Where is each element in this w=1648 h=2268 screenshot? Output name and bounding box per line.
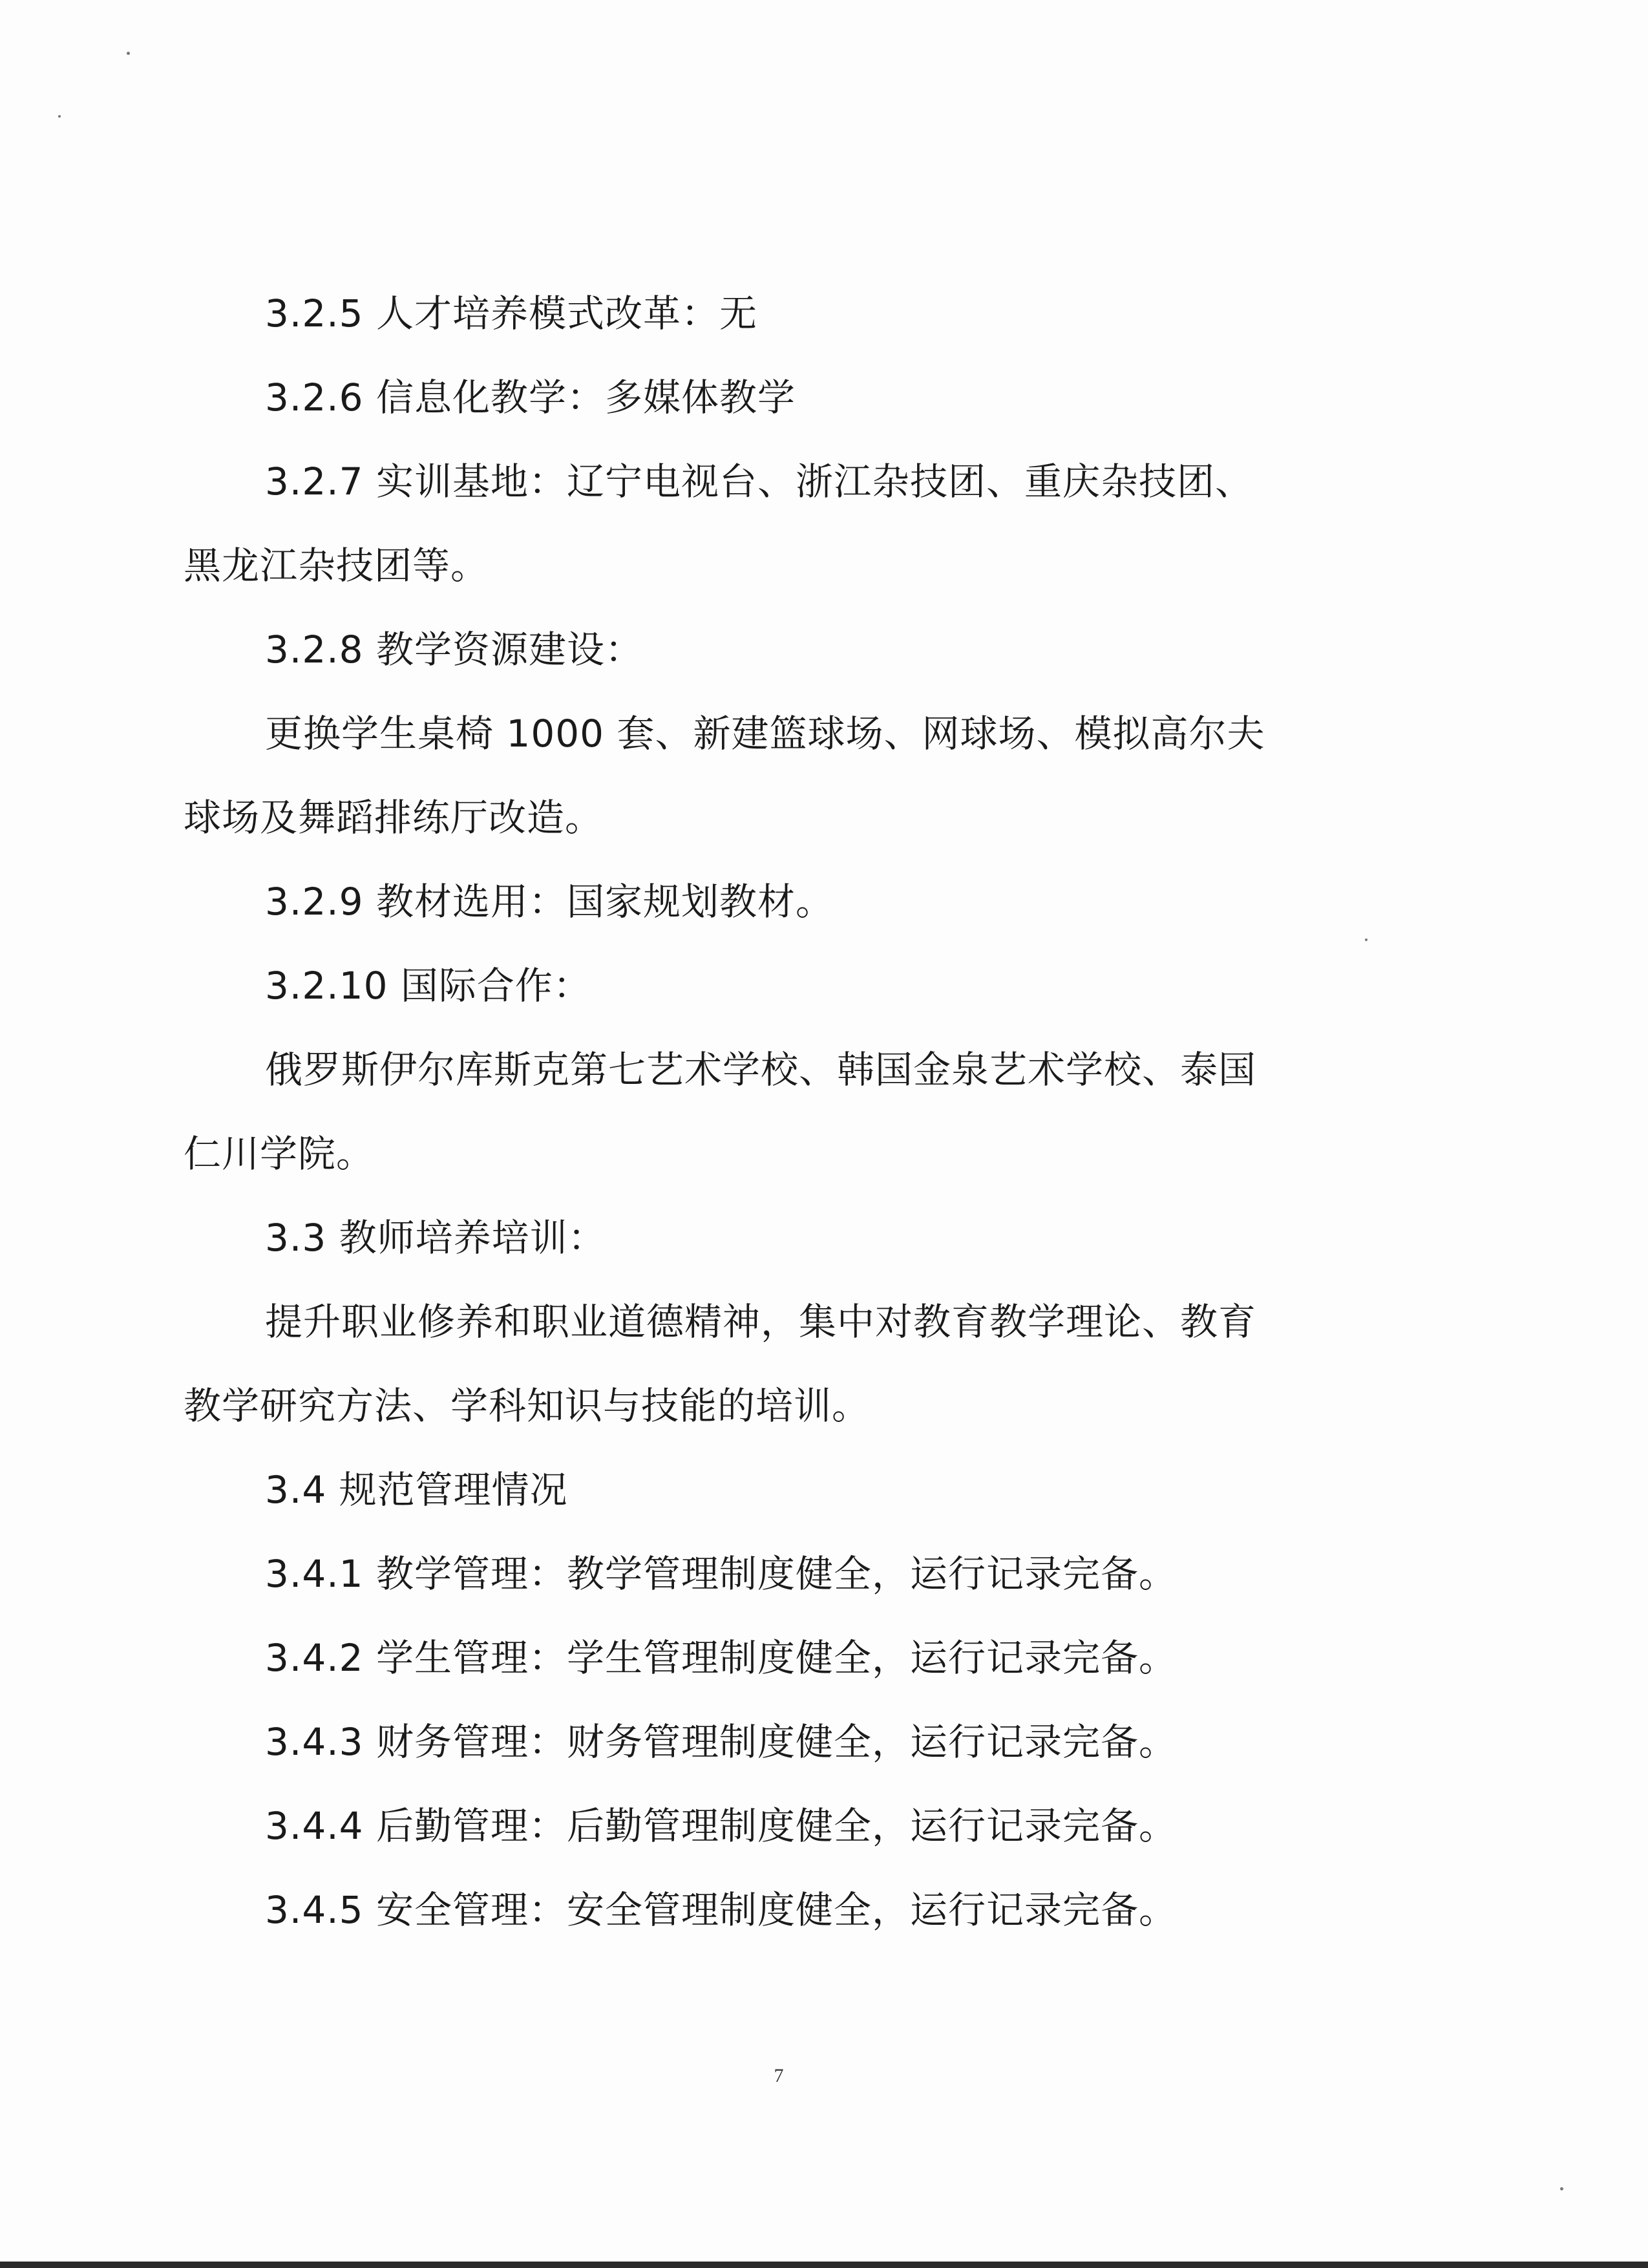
section-3-2-7-continued: 黑龙江杂技团等。 — [184, 544, 489, 588]
section-3-4-1: 3.4.1 教学管理：教学管理制度健全，运行记录完备。 — [265, 1552, 1178, 1596]
scan-speck — [127, 52, 130, 55]
scan-speck — [1365, 938, 1368, 941]
section-3-4-5: 3.4.5 安全管理：安全管理制度健全，运行记录完备。 — [265, 1888, 1178, 1932]
section-3-2-8-paragraph: 更换学生桌椅 1000 套、新建篮球场、网球场、模拟高尔夫 — [265, 712, 1265, 756]
section-3-3: 3.3 教师培养培训： — [265, 1216, 606, 1260]
scan-speck — [58, 115, 61, 118]
section-3-3-paragraph-continued: 教学研究方法、学科知识与技能的培训。 — [184, 1384, 871, 1428]
section-3-4-2: 3.4.2 学生管理：学生管理制度健全，运行记录完备。 — [265, 1636, 1178, 1680]
page-number: 7 — [774, 2065, 784, 2086]
section-3-2-7: 3.2.7 实训基地：辽宁电视台、浙江杂技团、重庆杂技团、 — [265, 460, 1254, 503]
section-3-4-4: 3.4.4 后勤管理：后勤管理制度健全，运行记录完备。 — [265, 1804, 1178, 1848]
scan-bottom-edge — [0, 2262, 1648, 2268]
section-3-2-10-paragraph: 俄罗斯伊尔库斯克第七艺术学校、韩国金泉艺术学校、泰国 — [265, 1048, 1257, 1092]
section-3-2-10: 3.2.10 国际合作： — [265, 964, 591, 1008]
scan-speck — [1560, 2187, 1563, 2190]
document-body — [184, 271, 1399, 1952]
section-3-2-6: 3.2.6 信息化教学：多媒体教学 — [265, 376, 796, 419]
section-3-2-8: 3.2.8 教学资源建设： — [265, 628, 644, 672]
section-3-4-3: 3.4.3 财务管理：财务管理制度健全，运行记录完备。 — [265, 1720, 1178, 1764]
section-3-2-5: 3.2.5 人才培养模式改革：无 — [265, 291, 758, 335]
section-3-2-10-paragraph-continued: 仁川学院。 — [184, 1132, 375, 1176]
section-3-2-9: 3.2.9 教材选用：国家规划教材。 — [265, 880, 834, 924]
section-3-4: 3.4 规范管理情况 — [265, 1468, 568, 1512]
section-3-2-8-paragraph-continued: 球场及舞蹈排练厅改造。 — [184, 796, 604, 840]
section-3-3-paragraph: 提升职业修养和职业道德精神，集中对教育教学理论、教育 — [265, 1300, 1257, 1344]
